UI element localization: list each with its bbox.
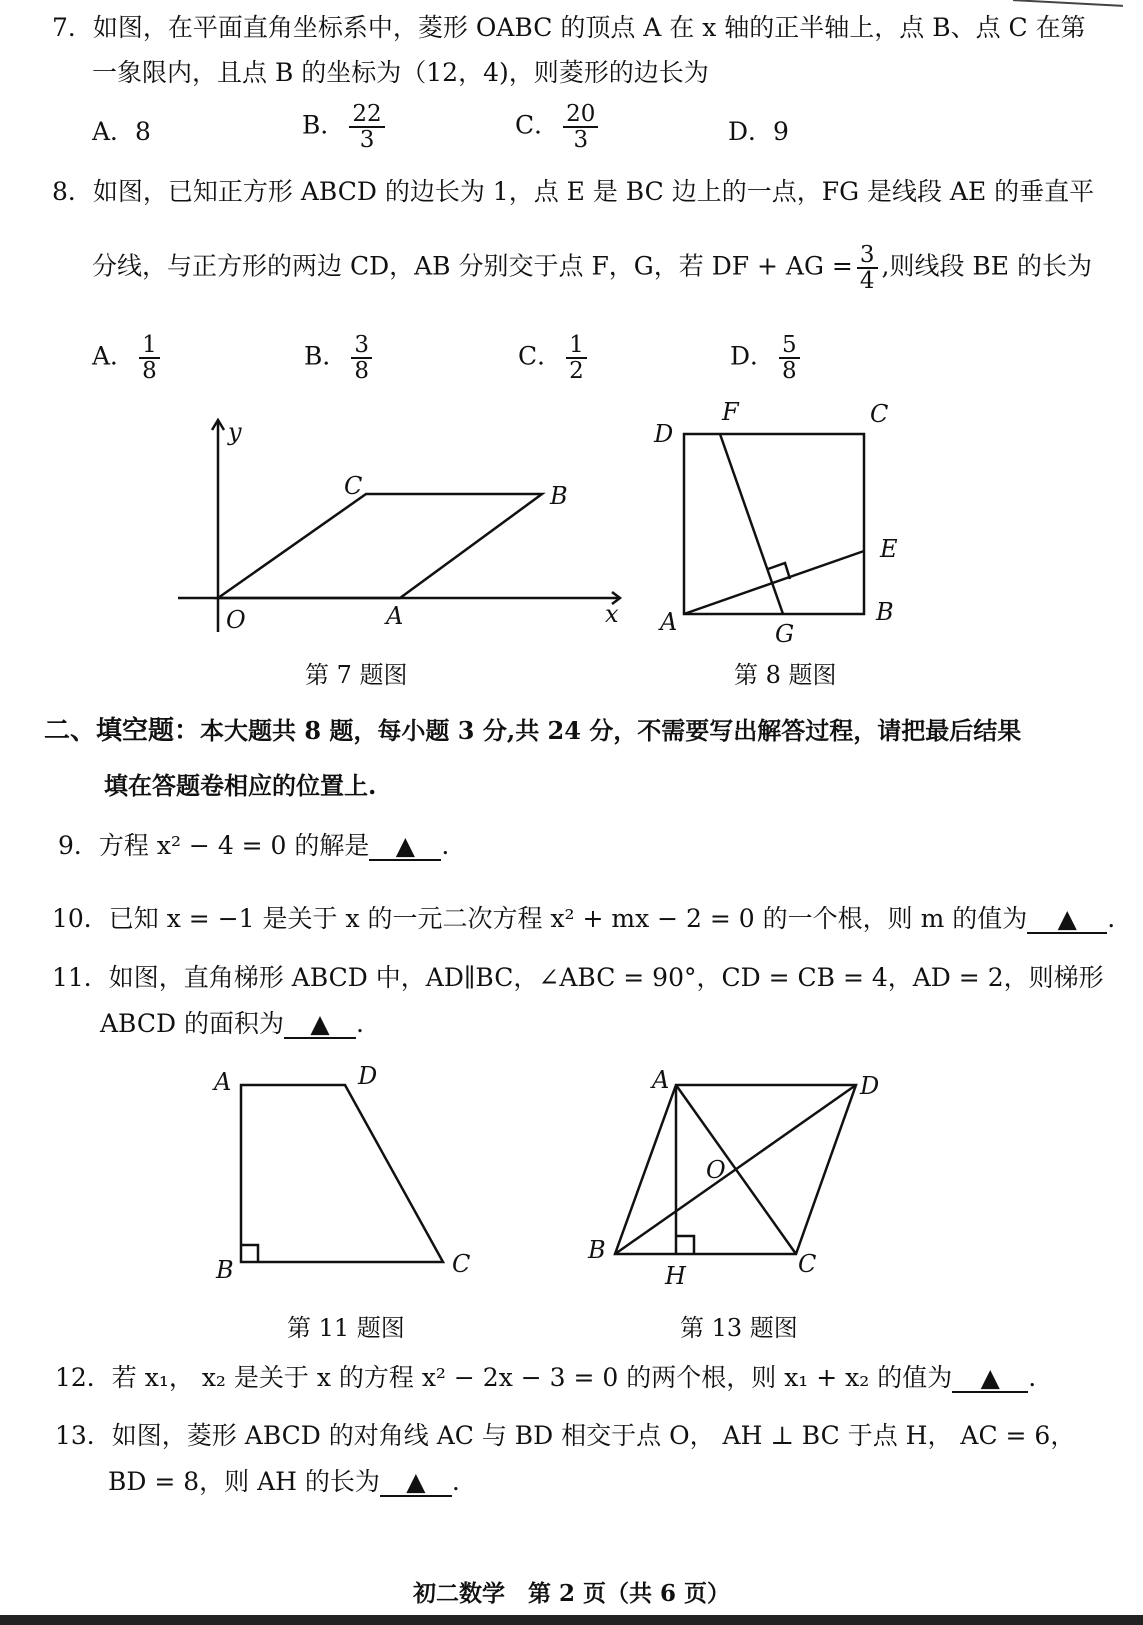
q10-end: . [1107,904,1116,933]
q7-option-b-denominator: 3 [359,127,375,153]
fig11-label-a: A [214,1068,232,1096]
q10-text: 10．已知 x = −1 是关于 x 的一元二次方程 x² + mx − 2 = 0 的一个根，则 m 的值为 [52,904,1028,933]
q8-option-c-numerator: 1 [566,333,587,359]
fig7-label-c: C [344,472,363,500]
section2-instructions: 本大题共 8 题，每小题 3 分,共 24 分，不需要写出解答过程，请把最后结果 [200,716,1022,745]
q7-option-a: A．8 [92,117,151,146]
fig13-label-d: D [860,1072,880,1100]
fig11-label-b: B [216,1256,234,1284]
fig7-label-o: O [226,606,246,634]
fig11-caption: 第 11 题图 [287,1314,405,1342]
q11-line2-text: ABCD 的面积为 [100,1009,285,1038]
q13-line1: 13．如图，菱形 ABCD 的对角线 AC 与 BD 相交于点 O， AH ⊥ BC 于点 H， AC = 6， [55,1421,1076,1450]
fig7-label-y: y [228,418,242,446]
q8-option-b-numerator: 3 [351,333,372,359]
q12-text: 12．若 x₁， x₂ 是关于 x 的方程 x² − 2x − 3 = 0 的两个根，则 x₁ + x₂ 的值为 [55,1363,953,1392]
q8-option-a-denominator: 8 [142,358,157,384]
fig13-label-a: A [652,1066,670,1094]
q9-text: 9．方程 x² − 4 = 0 的解是 [58,831,370,860]
q13-line2-text: BD = 8，则 AH 的长为 [108,1467,380,1496]
q7-option-b-label: B． [302,110,346,140]
q7-option-c-denominator: 3 [573,127,589,153]
fig8-label-g: G [775,620,795,648]
q7-option-d: D．9 [728,117,789,146]
fig8-label-a: A [660,608,678,636]
fig7-label-a: A [386,602,404,630]
fig13-label-h: H [665,1262,686,1290]
q8-option-c-denominator: 2 [569,358,584,384]
fig13-label-o: O [706,1156,726,1184]
q11-line1: 11．如图，直角梯形 ABCD 中，AD∥BC，∠ABC = 90°，CD = CB = 4，AD = 2，则梯形 [52,963,1104,992]
q8-line1: 8．如图，已知正方形 ABCD 的边长为 1，点 E 是 BC 边上的一点，FG 是线段 AE 的垂直平 [52,177,1095,206]
q11-answer-blank: ▲ [284,1011,356,1039]
fig13-label-c: C [798,1250,817,1278]
q13-answer-blank: ▲ [380,1469,452,1497]
fig11-label-d: D [358,1062,378,1090]
fig8-label-e: E [880,535,898,563]
q12 [55,1362,1036,1394]
q8-option-d-label: D． [730,341,776,371]
section2-line2: 填在答题卷相应的位置上. [104,771,377,800]
fig13-caption: 第 13 题图 [680,1314,798,1342]
q13-end: . [451,1467,460,1496]
q8-line2-numerator: 3 [857,243,878,269]
q8-line2-pre: 分线，与正方形的两边 CD，AB 分别交于点 F，G，若 DF + AG = [92,251,853,281]
fig7-caption: 第 7 题图 [305,661,408,689]
q9-end: . [441,831,450,860]
q8-option-b-denominator: 8 [354,358,370,384]
fig8-label-c: C [870,400,889,428]
q11-end: . [356,1009,364,1038]
q7-option-b-numerator: 22 [349,102,384,128]
fig13-right-angle-mark [676,1236,694,1254]
page-footer: 初二数学 第 2 页（共 6 页） [412,1580,731,1607]
q8-option-a-numerator: 1 [139,333,160,359]
q9-answer-blank: ▲ [369,833,441,861]
fig8-label-f: F [722,398,739,426]
q8-line2-denominator: 4 [859,268,875,294]
q10-answer-blank: ▲ [1027,906,1107,934]
section2-title: 二、填空题： [44,716,201,746]
q8-line2-post: ,则线段 BE 的长为 [881,251,1092,281]
fig11-label-c: C [452,1250,471,1278]
fig13-diagonal-bd [615,1085,856,1254]
q8-option-b-label: B． [304,341,348,371]
q8-option-a-label: A． [92,341,136,371]
q8-option-d-denominator: 8 [782,358,797,384]
q7-option-c-numerator: 20 [563,102,598,128]
q7-line2: 一象限内，且点 B 的坐标为（12，4)，则菱形的边长为 [92,58,709,87]
q12-answer-blank: ▲ [952,1365,1028,1393]
scan-bottom-edge [0,1615,1143,1625]
q12-end: . [1028,1363,1037,1392]
fig8-label-d: D [654,420,674,448]
fig8-label-b: B [876,598,894,626]
q7-line1: 7．如图，在平面直角坐标系中，菱形 OABC 的顶点 A 在 x 轴的正半轴上，点 B、点 C 在第 [52,13,1086,42]
fig7-label-b: B [550,482,568,510]
fig13-label-b: B [588,1236,606,1264]
q13-line2 [108,1466,460,1498]
q8-option-c-label: C． [518,341,563,371]
q8-option-d-numerator: 5 [779,333,800,359]
fig8-caption: 第 8 题图 [734,661,837,689]
fig7-label-x: x [605,600,619,628]
q7-option-c-label: C． [515,110,560,140]
